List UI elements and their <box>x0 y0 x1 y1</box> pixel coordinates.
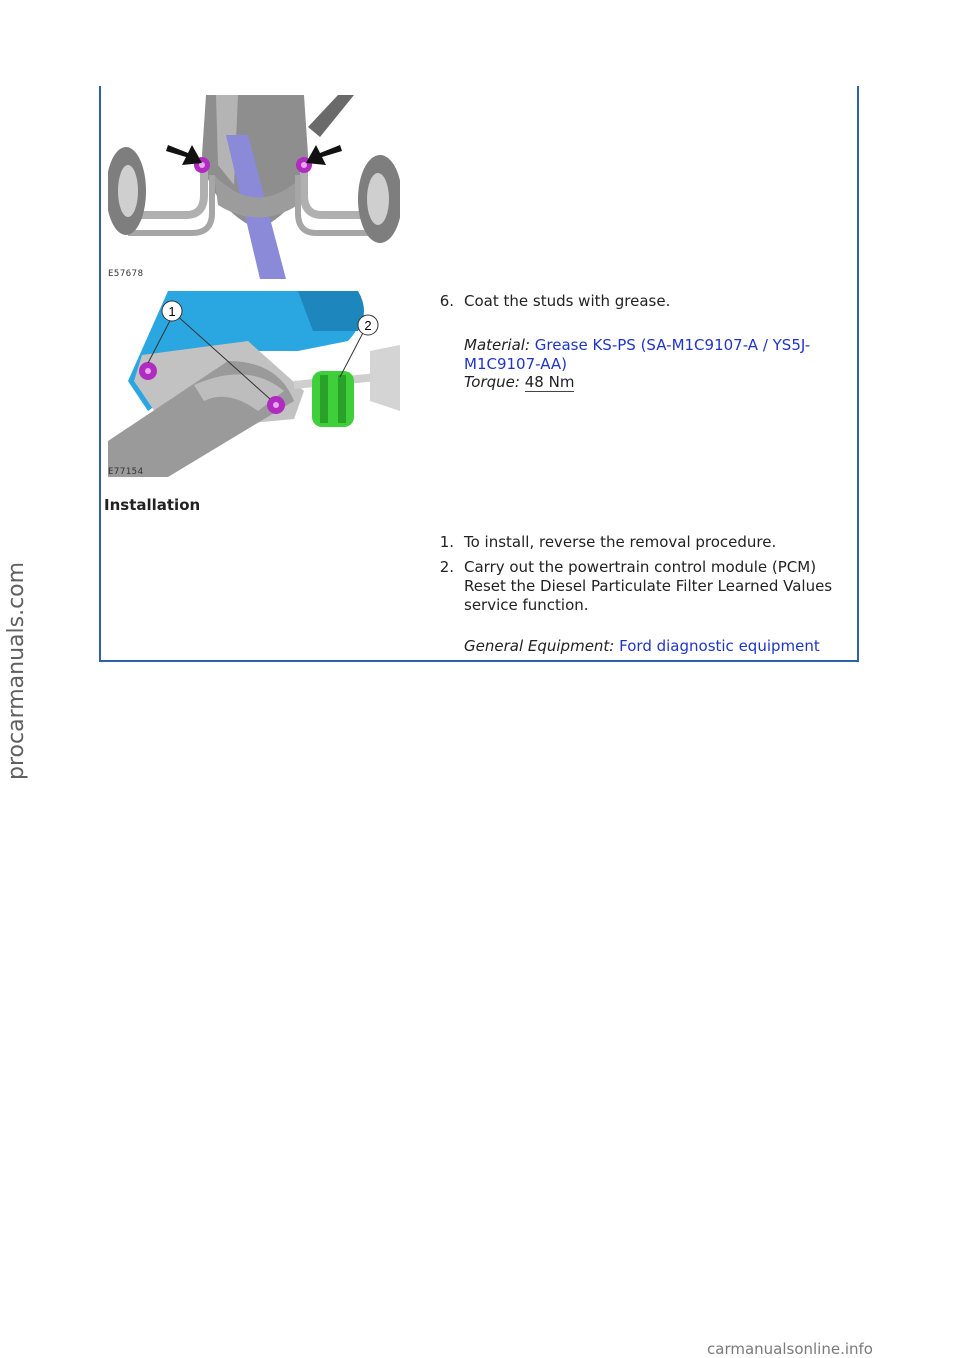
figure-exhaust-hangers <box>108 95 400 279</box>
step-number: 6. <box>439 292 454 310</box>
step-number: 1. <box>439 533 454 551</box>
equipment-label: General Equipment: <box>464 637 615 655</box>
material-value-link[interactable]: Grease KS-PS (SA-M1C9107-A / YS5J- <box>534 336 811 354</box>
step-number: 2. <box>439 558 454 576</box>
step-6 <box>428 292 848 311</box>
step-text: Coat the studs with grease. <box>464 292 671 310</box>
torque-value: 48 Nm <box>524 373 575 391</box>
step-text-line2: Reset the Diesel Particulate Filter Learned Values <box>464 577 833 595</box>
figure-code: E57678 <box>108 269 144 279</box>
section-heading: Installation <box>104 496 201 514</box>
install-step-1 <box>428 533 848 552</box>
exhaust-hanger-illustration <box>108 95 400 279</box>
install-step-2 <box>428 558 848 615</box>
torque-spec <box>464 373 574 392</box>
step-text-line3: service function. <box>464 596 589 614</box>
watermark-left: procarmanuals.com <box>4 561 29 780</box>
studs-isolator-illustration <box>108 291 400 477</box>
torque-label: Torque: <box>464 373 520 391</box>
callout-2: 2 <box>364 318 372 333</box>
equipment-value-link[interactable]: Ford diagnostic equipment <box>619 637 820 655</box>
figure-code: E77154 <box>108 467 144 477</box>
material-spec-cont <box>464 355 567 374</box>
equipment-spec <box>464 637 820 656</box>
watermark-bottom: carmanualsonline.info <box>707 1340 873 1358</box>
callout-1: 1 <box>168 304 176 319</box>
step-text-line1: Carry out the powertrain control module (PCM) <box>464 558 817 576</box>
step-text: To install, reverse the removal procedure. <box>464 533 777 551</box>
figure-studs-isolator <box>108 291 400 477</box>
material-value-link-cont[interactable]: M1C9107-AA) <box>464 355 568 373</box>
material-label: Material: <box>464 336 530 354</box>
material-spec <box>464 336 810 355</box>
